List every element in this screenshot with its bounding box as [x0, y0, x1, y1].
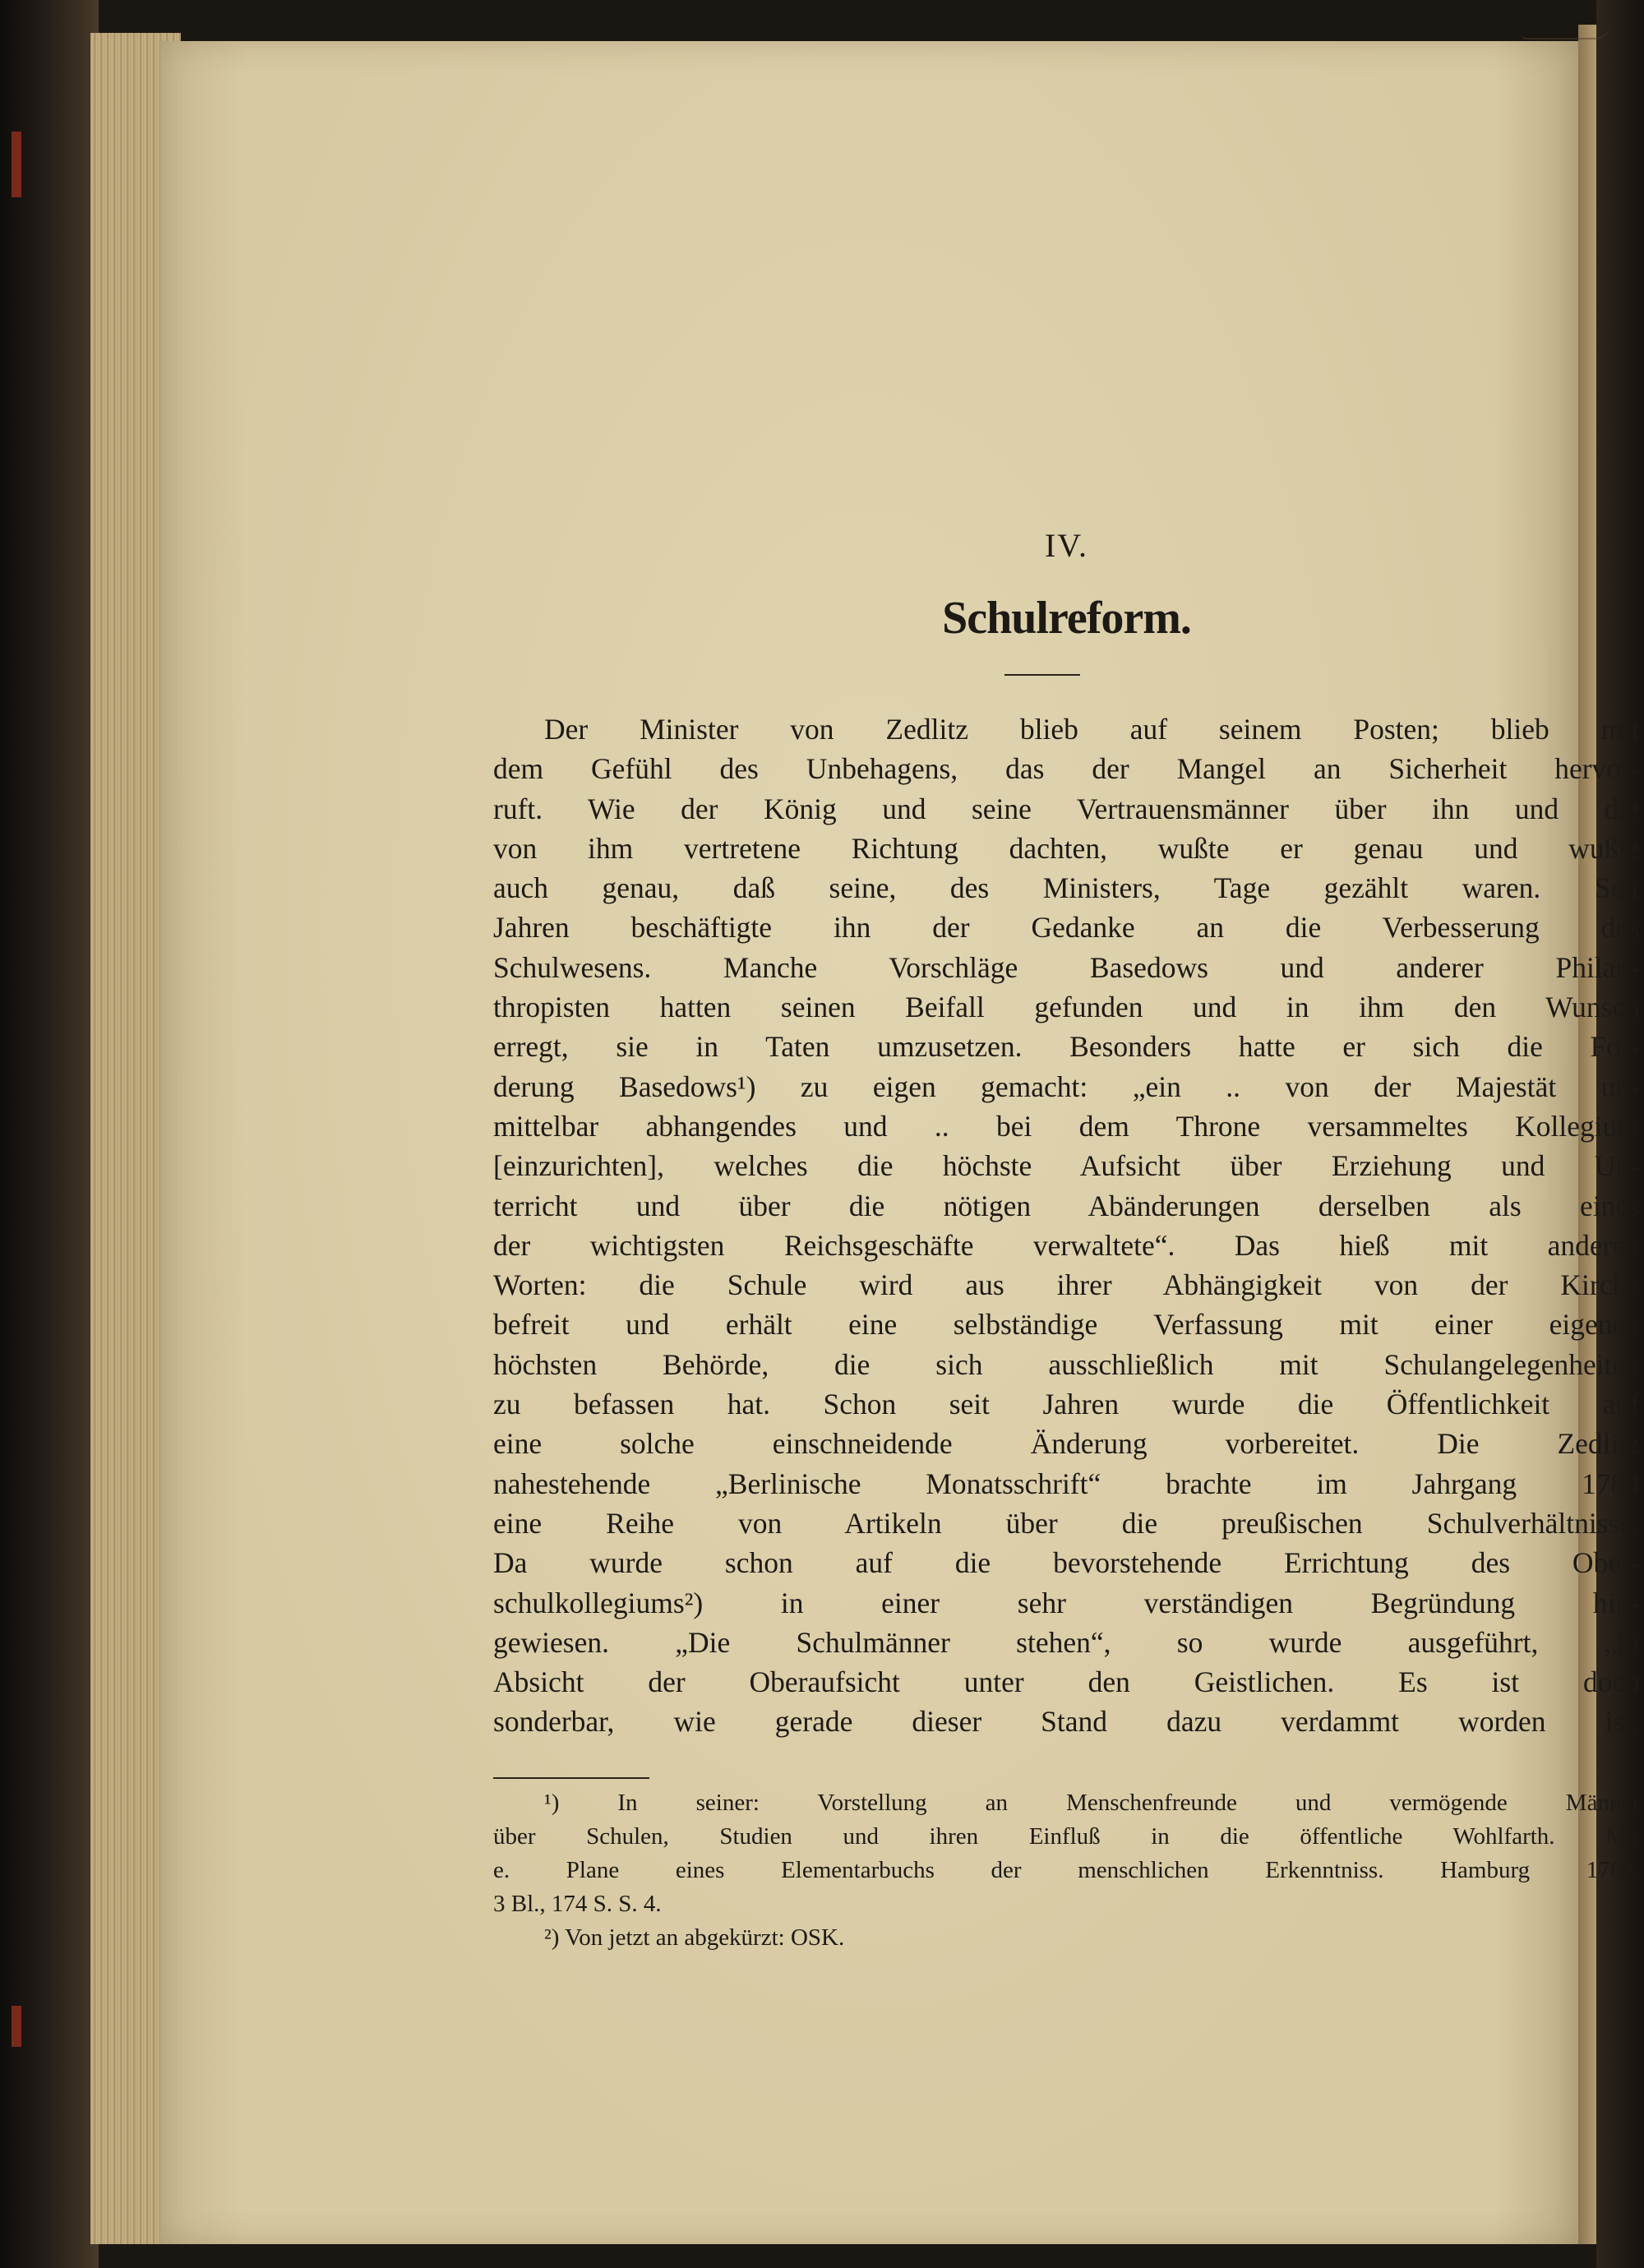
book-page — [160, 41, 1640, 2244]
chapter-number: IV. — [1044, 527, 1089, 564]
text-line: [einzurichten], welches die höchste Aufsicht über Erziehung und Un- — [493, 1149, 1640, 1183]
footnote-line: über Schulen, Studien und ihren Einfluß in die öffentliche Wohlfarth. Mit — [493, 1823, 1640, 1850]
footnote-divider — [493, 1777, 649, 1779]
pencil-mark — [1521, 23, 1611, 39]
text-line: derung Basedows¹) zu eigen gemacht: „ein .. von der Majestät un- — [493, 1069, 1640, 1103]
text-line: Jahren beschäftigte ihn der Gedanke an die Verbesserung des — [493, 911, 1640, 945]
text-line: gewiesen. „Die Schulmänner stehen“, so wurde ausgeführt, „in — [493, 1625, 1640, 1659]
text-line: sonderbar, wie gerade dieser Stand dazu verdammt worden ist, — [493, 1705, 1640, 1739]
text-line: mittelbar abhangendes und .. bei dem Throne versammeltes Kollegium — [493, 1109, 1640, 1143]
text-line: terricht und über die nötigen Abänderungen derselben als eines — [493, 1189, 1640, 1222]
cover-decoration — [12, 2006, 21, 2047]
text-line: der wichtigsten Reichsgeschäfte verwaltete“. Das hieß mit anderen — [493, 1228, 1640, 1262]
text-line: nahestehende „Berlinische Monatsschrift“ brachte im Jahrgang 1784 — [493, 1467, 1640, 1500]
text-line: zu befassen hat. Schon seit Jahren wurde die Öffentlichkeit auf — [493, 1388, 1640, 1421]
book-cover-left — [0, 0, 99, 2268]
text-line: Da wurde schon auf die bevorstehende Errichtung des Ober- — [493, 1546, 1640, 1580]
text-line: von ihm vertretene Richtung dachten, wußte er genau und wußte — [493, 831, 1640, 865]
text-line: auch genau, daß seine, des Ministers, Tage gezählt waren. Seit — [493, 871, 1640, 905]
cover-decoration — [12, 132, 21, 197]
text-line: höchsten Behörde, die sich ausschließlich mit Schulangelegenheiten — [493, 1347, 1640, 1381]
text-line: befreit und erhält eine selbständige Verfassung mit einer eigenen — [493, 1308, 1640, 1342]
text-line: thropisten hatten seinen Beifall gefunden und in ihm den Wunsch — [493, 991, 1640, 1024]
text-line: eine Reihe von Artikeln über die preußischen Schulverhältnisse. — [493, 1506, 1640, 1540]
text-line: Schulwesens. Manche Vorschläge Basedows und anderer Philan- — [493, 950, 1640, 984]
footnote-line: e. Plane eines Elementarbuchs der menschlichen Erkenntniss. Hamburg 1768. — [493, 1857, 1640, 1883]
text-line: dem Gefühl des Unbehagens, das der Mangel an Sicherheit hervor- — [493, 752, 1640, 786]
text-line: erregt, sie in Taten umzusetzen. Besonders hatte er sich die For- — [493, 1030, 1640, 1064]
text-line: schulkollegiums²) in einer sehr verständigen Begründung hin- — [493, 1586, 1640, 1619]
text-line: ruft. Wie der König und seine Vertrauensmänner über ihn und die — [493, 792, 1640, 825]
chapter-title: Schulreform. — [942, 593, 1191, 644]
footnote-line: ²) Von jetzt an abgekürzt: OSK. — [544, 1924, 845, 1951]
text-line: Absicht der Oberaufsicht unter den Geistlichen. Es ist doch — [493, 1665, 1640, 1699]
text-line: eine solche einschneidende Änderung vorbereitet. Die Zedlitz — [493, 1427, 1640, 1461]
title-divider — [1004, 674, 1080, 676]
text-line: Worten: die Schule wird aus ihrer Abhängigkeit von der Kirche — [493, 1268, 1640, 1302]
text-line: Der Minister von Zedlitz blieb auf seinem Posten; blieb mit — [544, 713, 1640, 746]
footnote-line: ¹) In seiner: Vorstellung an Menschenfreunde und vermögende Männer — [544, 1790, 1640, 1816]
footnote-line: 3 Bl., 174 S. S. 4. — [493, 1891, 662, 1917]
footnotes — [493, 1786, 1640, 1955]
body-text — [493, 709, 1640, 1742]
